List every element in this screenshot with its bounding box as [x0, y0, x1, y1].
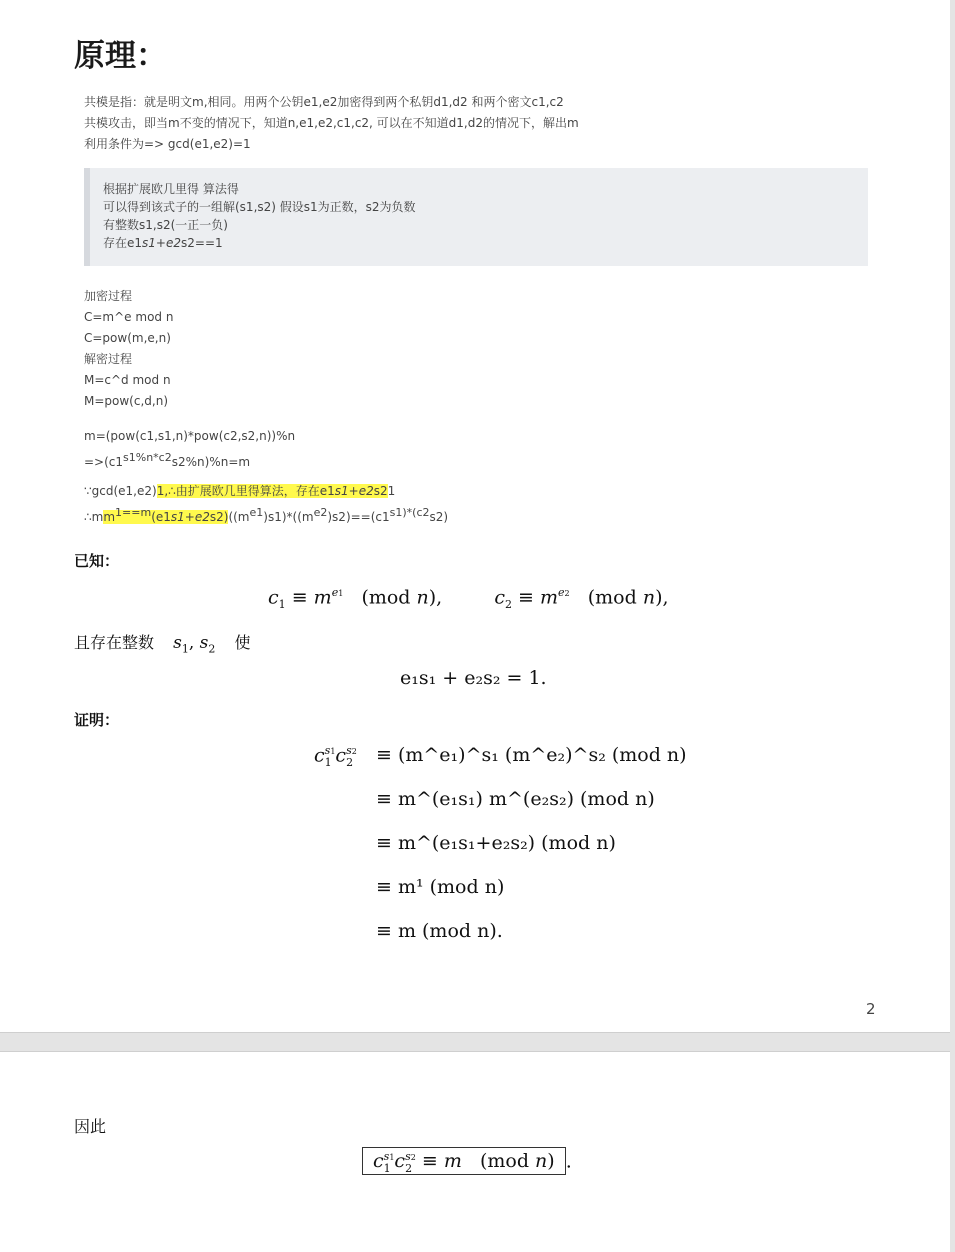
proof-line-5: ≡ m (mod n). — [376, 920, 503, 942]
formula-line-2: $=>(c1^{s1\%n*c2}s2\%n)\%n=m$ — [84, 451, 251, 469]
because-line-1: ∵gcd(e1,e2)1,∴由扩展欧几里得算法，存在e1s1+e2s21 — [84, 484, 396, 498]
because-block — [84, 481, 448, 528]
page-number: 2 — [866, 1000, 876, 1018]
crypto-process — [84, 286, 173, 412]
quote-line-4: 存在e1s1+e2s2==1 — [103, 236, 223, 250]
because-line-2: $\therefore mm^{1==m}(e1s1+e2s2)((m^{e1})s1)*((m^{e2})s2)==(c1^{s1)*(c2}s2)$ — [84, 506, 449, 524]
proof-lhs: $c_1^{s1}c_2^{s2}$ — [314, 744, 357, 770]
intro-line-3: 利用条件为=> gcd(e1,e2)=1 — [84, 137, 251, 151]
decrypt-line-2: M=pow(c,d,n) — [84, 394, 168, 408]
document-page-2 — [0, 1051, 950, 1252]
intro-paragraph — [84, 92, 579, 155]
proof-line-2: ≡ m^(e₁s₁) m^(e₂s₂) (mod n) — [376, 788, 655, 810]
conclusion-equation: $c_1^{s1}c_2^{s2} \equiv m$ (mod n) . — [362, 1150, 572, 1175]
proof-line-1: ≡ (m^e₁)^s₁ (m^e₂)^s₂ (mod n) — [376, 744, 687, 766]
blockquote — [84, 168, 868, 266]
encrypt-line-2: C=pow(m,e,n) — [84, 331, 171, 345]
therefore-text: 因此 — [74, 1117, 107, 1136]
formula-line-1: m=(pow(c1,s1,n)*pow(c2,s2,n))%n — [84, 429, 296, 443]
decrypt-line-1: M=c^d mod n — [84, 373, 171, 387]
formula-block — [84, 426, 295, 473]
quote-line-1: 根据扩展欧几里得 算法得 — [103, 182, 239, 196]
decrypt-label: 解密过程 — [84, 352, 133, 366]
known-heading: 已知： — [74, 552, 120, 570]
proof-line-3: ≡ m^(e₁s₁+e₂s₂) (mod n) — [376, 832, 616, 854]
intro-line-2: 共模攻击，即当m不变的情况下，知道n,e1,e2,c1,c2, 可以在不知道d1,d2的情况下，解出m — [84, 116, 579, 130]
proof-line-4: ≡ m¹ (mod n) — [376, 876, 505, 898]
proof-heading: 证明： — [74, 711, 120, 729]
encrypt-line-1: C=m^e mod n — [84, 310, 174, 324]
exist-equation: e₁s₁ + e₂s₂ = 1. — [400, 667, 547, 689]
quote-line-2: 可以得到该式子的一组解(s1,s2) 假设s1为正数，s2为负数 — [103, 200, 416, 214]
known-equation: $c_1 \equiv m^{e1}$ (mod n), $c_2 \equiv m^{e2}$ (mod n), — [268, 586, 669, 612]
page-title: 原理： — [74, 38, 167, 74]
intro-line-1: 共模是指：就是明文m,相同。用两个公钥e1,e2加密得到两个私钥d1,d2 和两个密文c1,c2 — [84, 95, 564, 109]
encrypt-label: 加密过程 — [84, 289, 133, 303]
exist-sentence: 且存在整数 $s_1$, $s_2$ 使 — [74, 633, 251, 656]
quote-line-3: 有整数s1,s2(一正一负) — [103, 218, 228, 232]
